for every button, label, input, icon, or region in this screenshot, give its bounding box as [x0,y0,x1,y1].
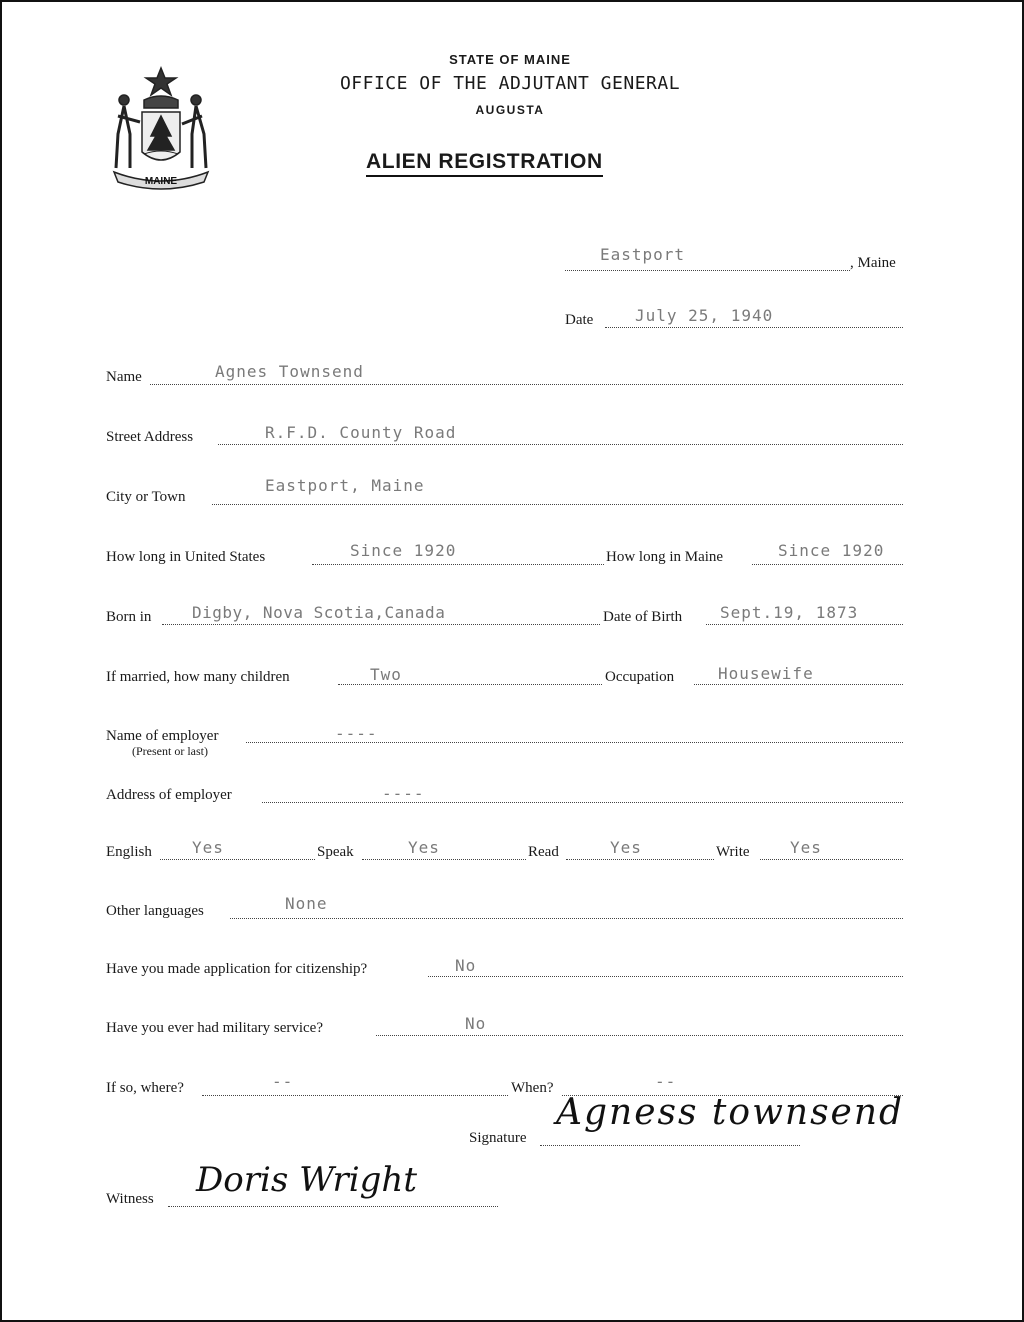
dob-value: Sept.19, 1873 [720,603,859,622]
read-line [566,859,714,860]
where-label: If so, where? [106,1080,184,1096]
employer-sublabel: (Present or last) [132,744,208,758]
born-value: Digby, Nova Scotia,Canada [192,603,446,622]
name-label: Name [106,369,142,385]
children-line [338,684,602,685]
military-value: No [465,1014,487,1033]
us-value: Since 1920 [350,541,457,560]
read-value: Yes [610,838,642,857]
dob-line [706,624,903,625]
born-line [162,624,600,625]
english-line [160,859,315,860]
place-suffix: , Maine [850,255,896,271]
maine-seal-icon [106,64,216,192]
english-value: Yes [192,838,224,857]
write-label: Write [716,844,750,860]
where-line [202,1095,508,1096]
military-label: Have you ever had military service? [106,1020,323,1036]
children-label: If married, how many children [106,669,290,685]
born-label: Born in [106,609,152,625]
street-label: Street Address [106,429,194,445]
state-heading: STATE OF MAINE [449,52,571,67]
speak-label: Speak [317,844,354,860]
name-line [150,384,903,385]
occupation-line [694,684,903,685]
other-languages-value: None [285,894,328,913]
city-line [212,504,903,505]
form-title: ALIEN REGISTRATION [366,150,603,177]
when-label: When? [511,1080,554,1096]
place-value: Eastport [600,245,686,264]
speak-value: Yes [408,838,440,857]
citizenship-value: No [455,956,477,975]
svg-text:MAINE: MAINE [144,176,178,187]
us-line [312,564,604,565]
date-label: Date [565,312,594,328]
place-line [565,270,850,271]
military-line [376,1035,903,1036]
date-line [605,327,903,328]
read-label: Read [528,844,559,860]
maine-line [752,564,903,565]
dob-label: Date of Birth [603,609,683,625]
name-value: Agnes Townsend [215,362,364,381]
city-heading: AUGUSTA [475,103,545,117]
employer-address-value: ---- [382,784,425,803]
other-languages-label: Other languages [106,903,204,919]
employer-label: Name of employer [106,728,219,744]
applicant-signature: Agness townsend [556,1092,905,1133]
citizenship-label: Have you made application for citizenship? [106,961,368,977]
street-line [218,444,903,445]
write-line [760,859,903,860]
employer-address-label: Address of employer [106,787,232,803]
employer-value: ---- [335,724,378,743]
citizenship-line [428,976,903,977]
witness-line [168,1206,498,1207]
where-value: -- [272,1072,294,1091]
city-value: Eastport, Maine [265,476,425,495]
signature-label: Signature [469,1130,527,1146]
speak-line [362,859,526,860]
date-value: July 25, 1940 [635,306,774,325]
witness-signature: Doris Wright [196,1160,417,1200]
english-label: English [106,844,152,860]
occupation-value: Housewife [718,664,814,683]
witness-label: Witness [106,1191,154,1207]
other-languages-line [230,918,903,919]
children-value: Two [370,665,402,684]
maine-value: Since 1920 [778,541,885,560]
street-value: R.F.D. County Road [265,423,457,442]
employer-address-line [262,802,903,803]
write-value: Yes [790,838,822,857]
city-label: City or Town [106,489,186,505]
when-value: -- [655,1072,677,1091]
occupation-label: Occupation [605,669,675,685]
office-heading: OFFICE OF THE ADJUTANT GENERAL [339,73,681,94]
maine-label: How long in Maine [606,549,724,565]
signature-line [540,1145,800,1146]
us-label: How long in United States [106,549,266,565]
